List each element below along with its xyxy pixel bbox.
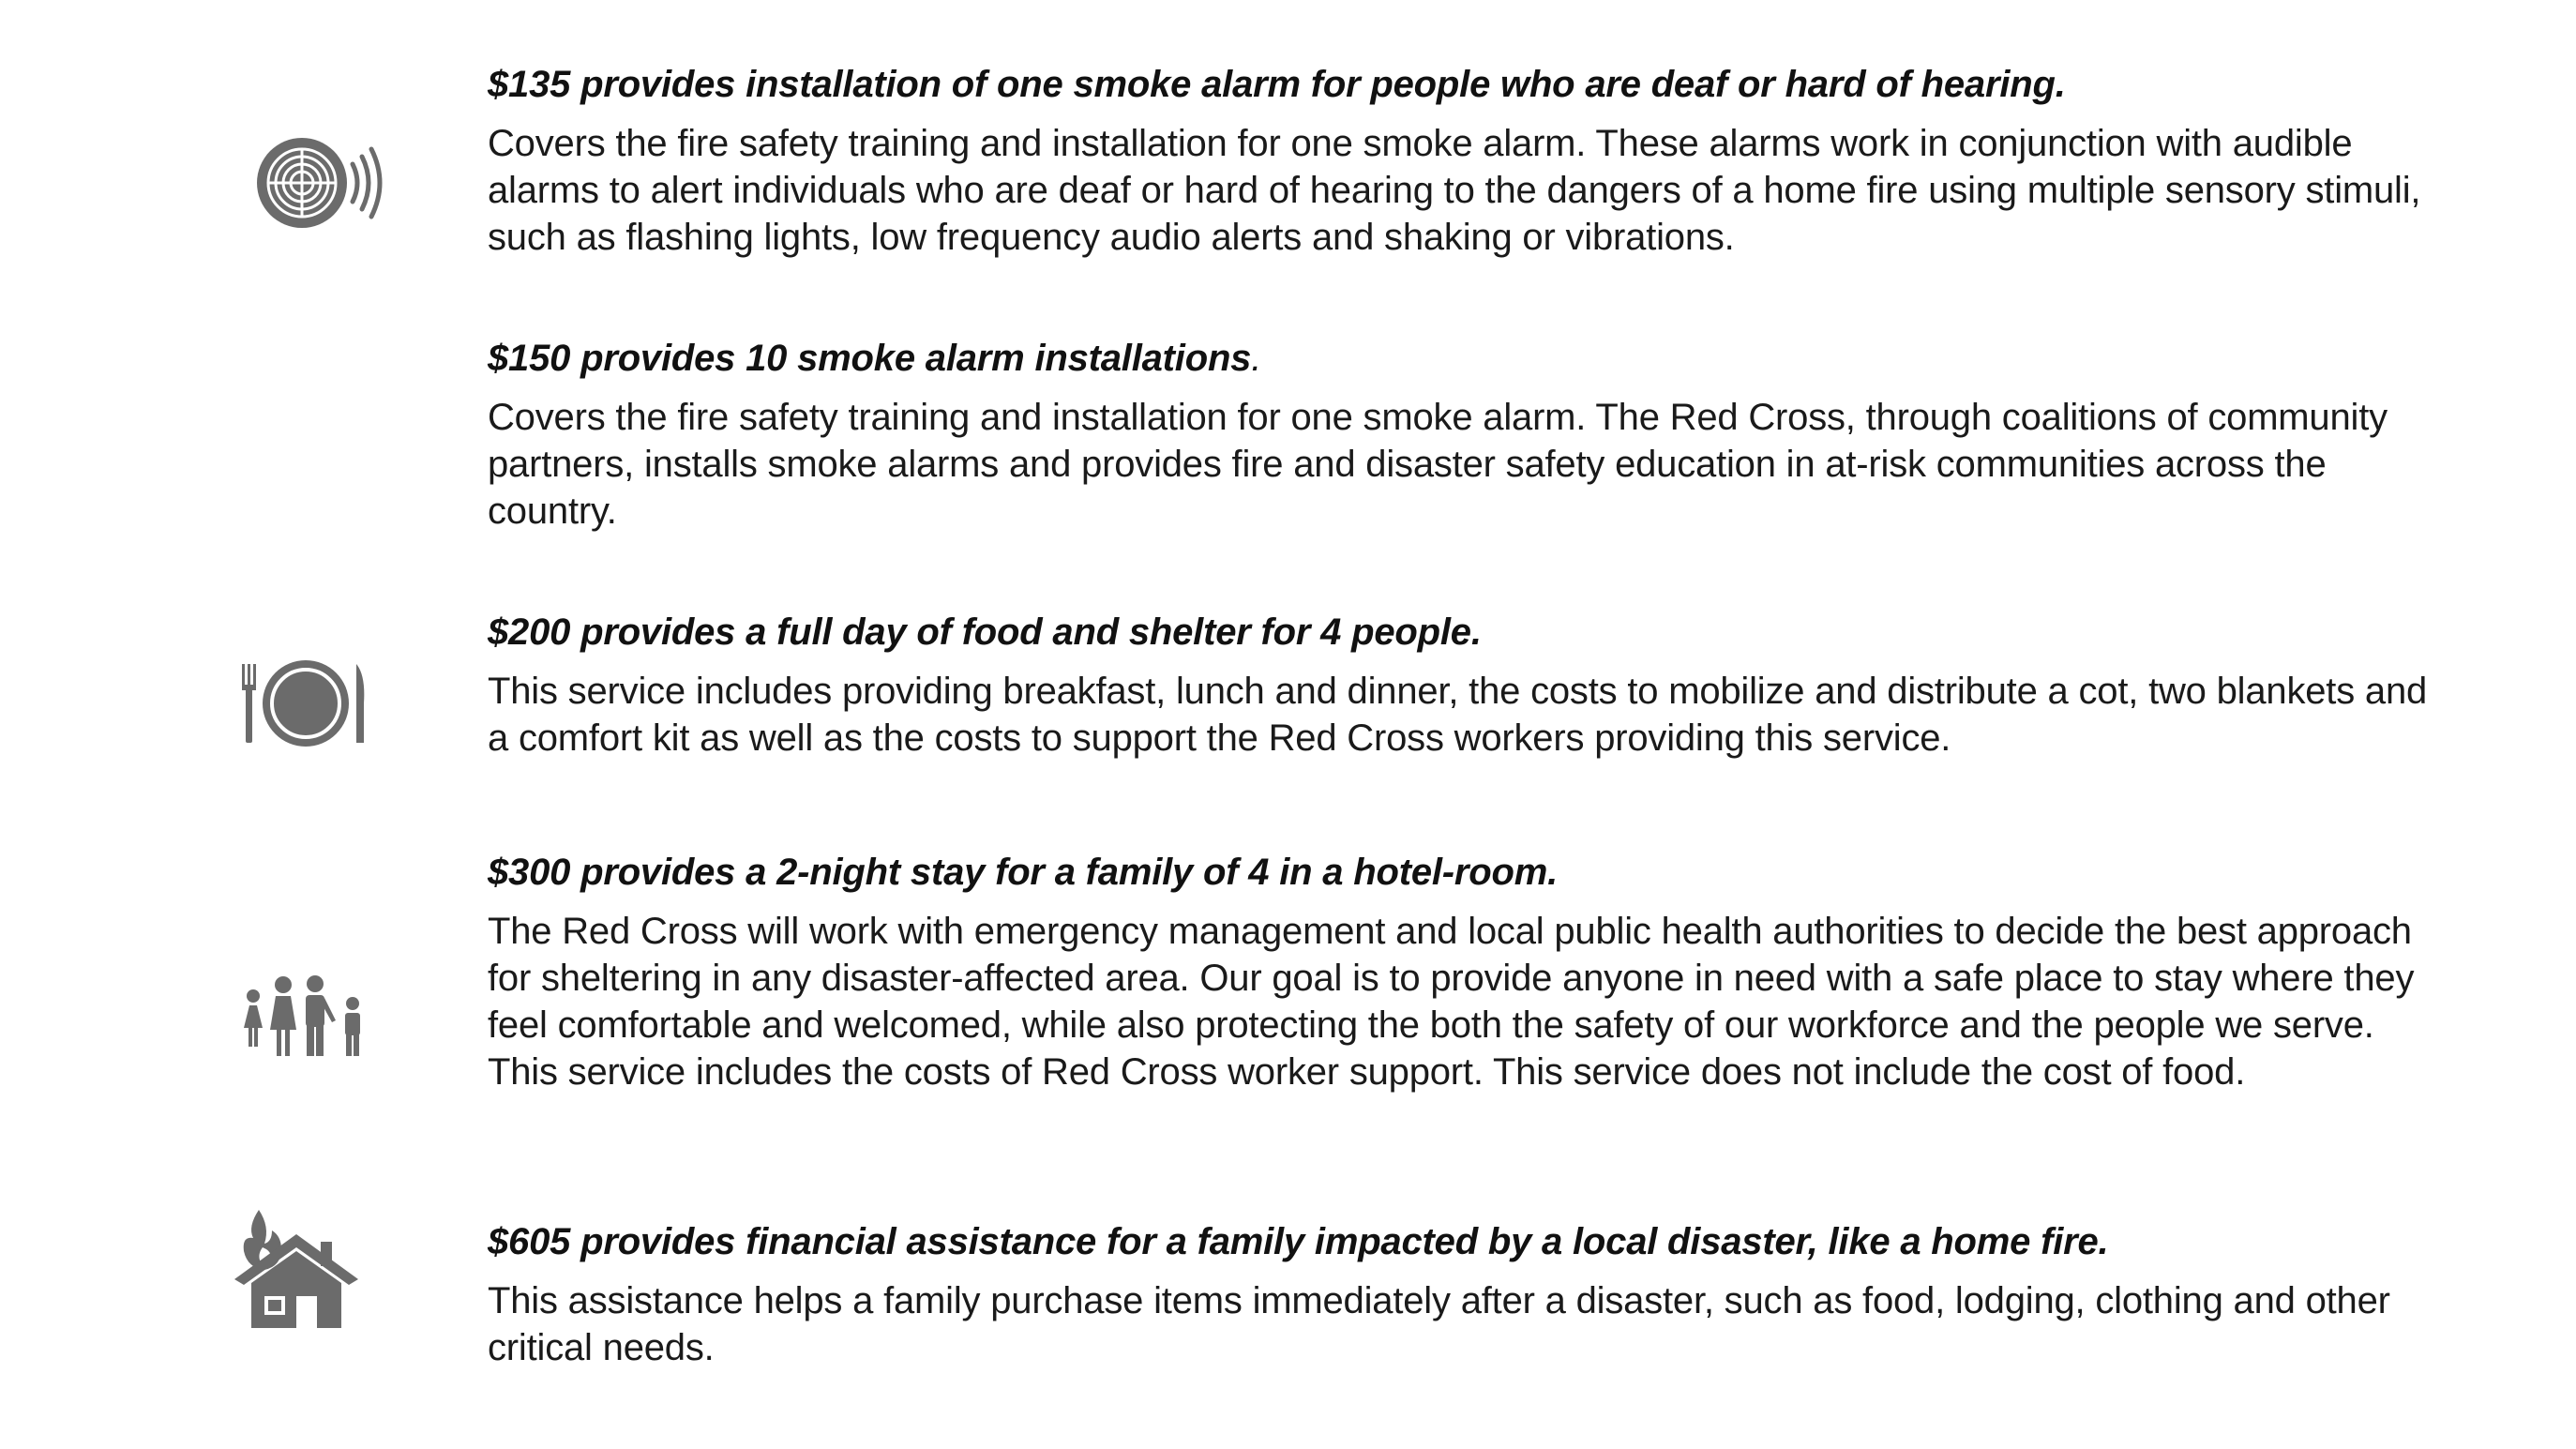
donation-item-200 xyxy=(488,608,2438,762)
donation-item-300 xyxy=(488,848,2438,1095)
item-title: $200 provides a full day of food and shelter for 4 people. xyxy=(488,611,1482,653)
plate-cutlery-icon xyxy=(240,657,371,750)
donation-item-605 xyxy=(488,1217,2438,1371)
item-title: $135 provides installation of one smoke alarm for people who are deaf or hard of hearing. xyxy=(488,64,2066,105)
item-description: Covers the fire safety training and installation for one smoke alarm. The Red Cross, through coalitions of community partners, installs smoke alarms and provides fire and disaster safety education in at-risk communities across the country. xyxy=(488,397,2388,532)
item-title: $605 provides financial assistance for a family impacted by a local disaster, like a home fire. xyxy=(488,1221,2109,1262)
item-description: This service includes providing breakfast, lunch and dinner, the costs to mobilize and distribute a cot, two blankets and a comfort kit as well as the costs to support the Red Cross workers providing this service. xyxy=(488,671,2428,759)
item-title-text: $150 provides 10 smoke alarm installations xyxy=(488,338,1252,379)
item-title xyxy=(488,334,2438,383)
item-description: This assistance helps a family purchase items immediately after a disaster, such as food, lodging, clothing and other critical needs. xyxy=(488,1280,2390,1368)
donation-item-150 xyxy=(488,334,2438,535)
item-description: The Red Cross will work with emergency management and local public health authorities to decide the best approach for sheltering in any disaster-affected area. Our goal is to provide anyone in need with a safe place to stay where they feel comfortable and welcomed, while also protecting the both the safety of our workforce and the people we serve. This service includes the costs of Red Cross worker support. This service does not include the cost of food. xyxy=(488,911,2415,1093)
donation-item-135 xyxy=(488,60,2438,261)
house-fire-icon xyxy=(231,1210,362,1332)
item-description: Covers the fire safety training and installation for one smoke alarm. These alarms work in conjunction with audible alarms to alert individuals who are deaf or hard of hearing to the dangers of a home fire using multiple sensory stimuli, such as flashing lights, low frequency audio alerts and shaking or vibrations. xyxy=(488,123,2421,258)
item-title: $300 provides a 2-night stay for a family of 4 in a hotel-room. xyxy=(488,852,1559,893)
smoke-alarm-icon xyxy=(255,131,386,234)
family-icon xyxy=(238,975,369,1060)
item-title-suffix: . xyxy=(1251,338,1262,379)
